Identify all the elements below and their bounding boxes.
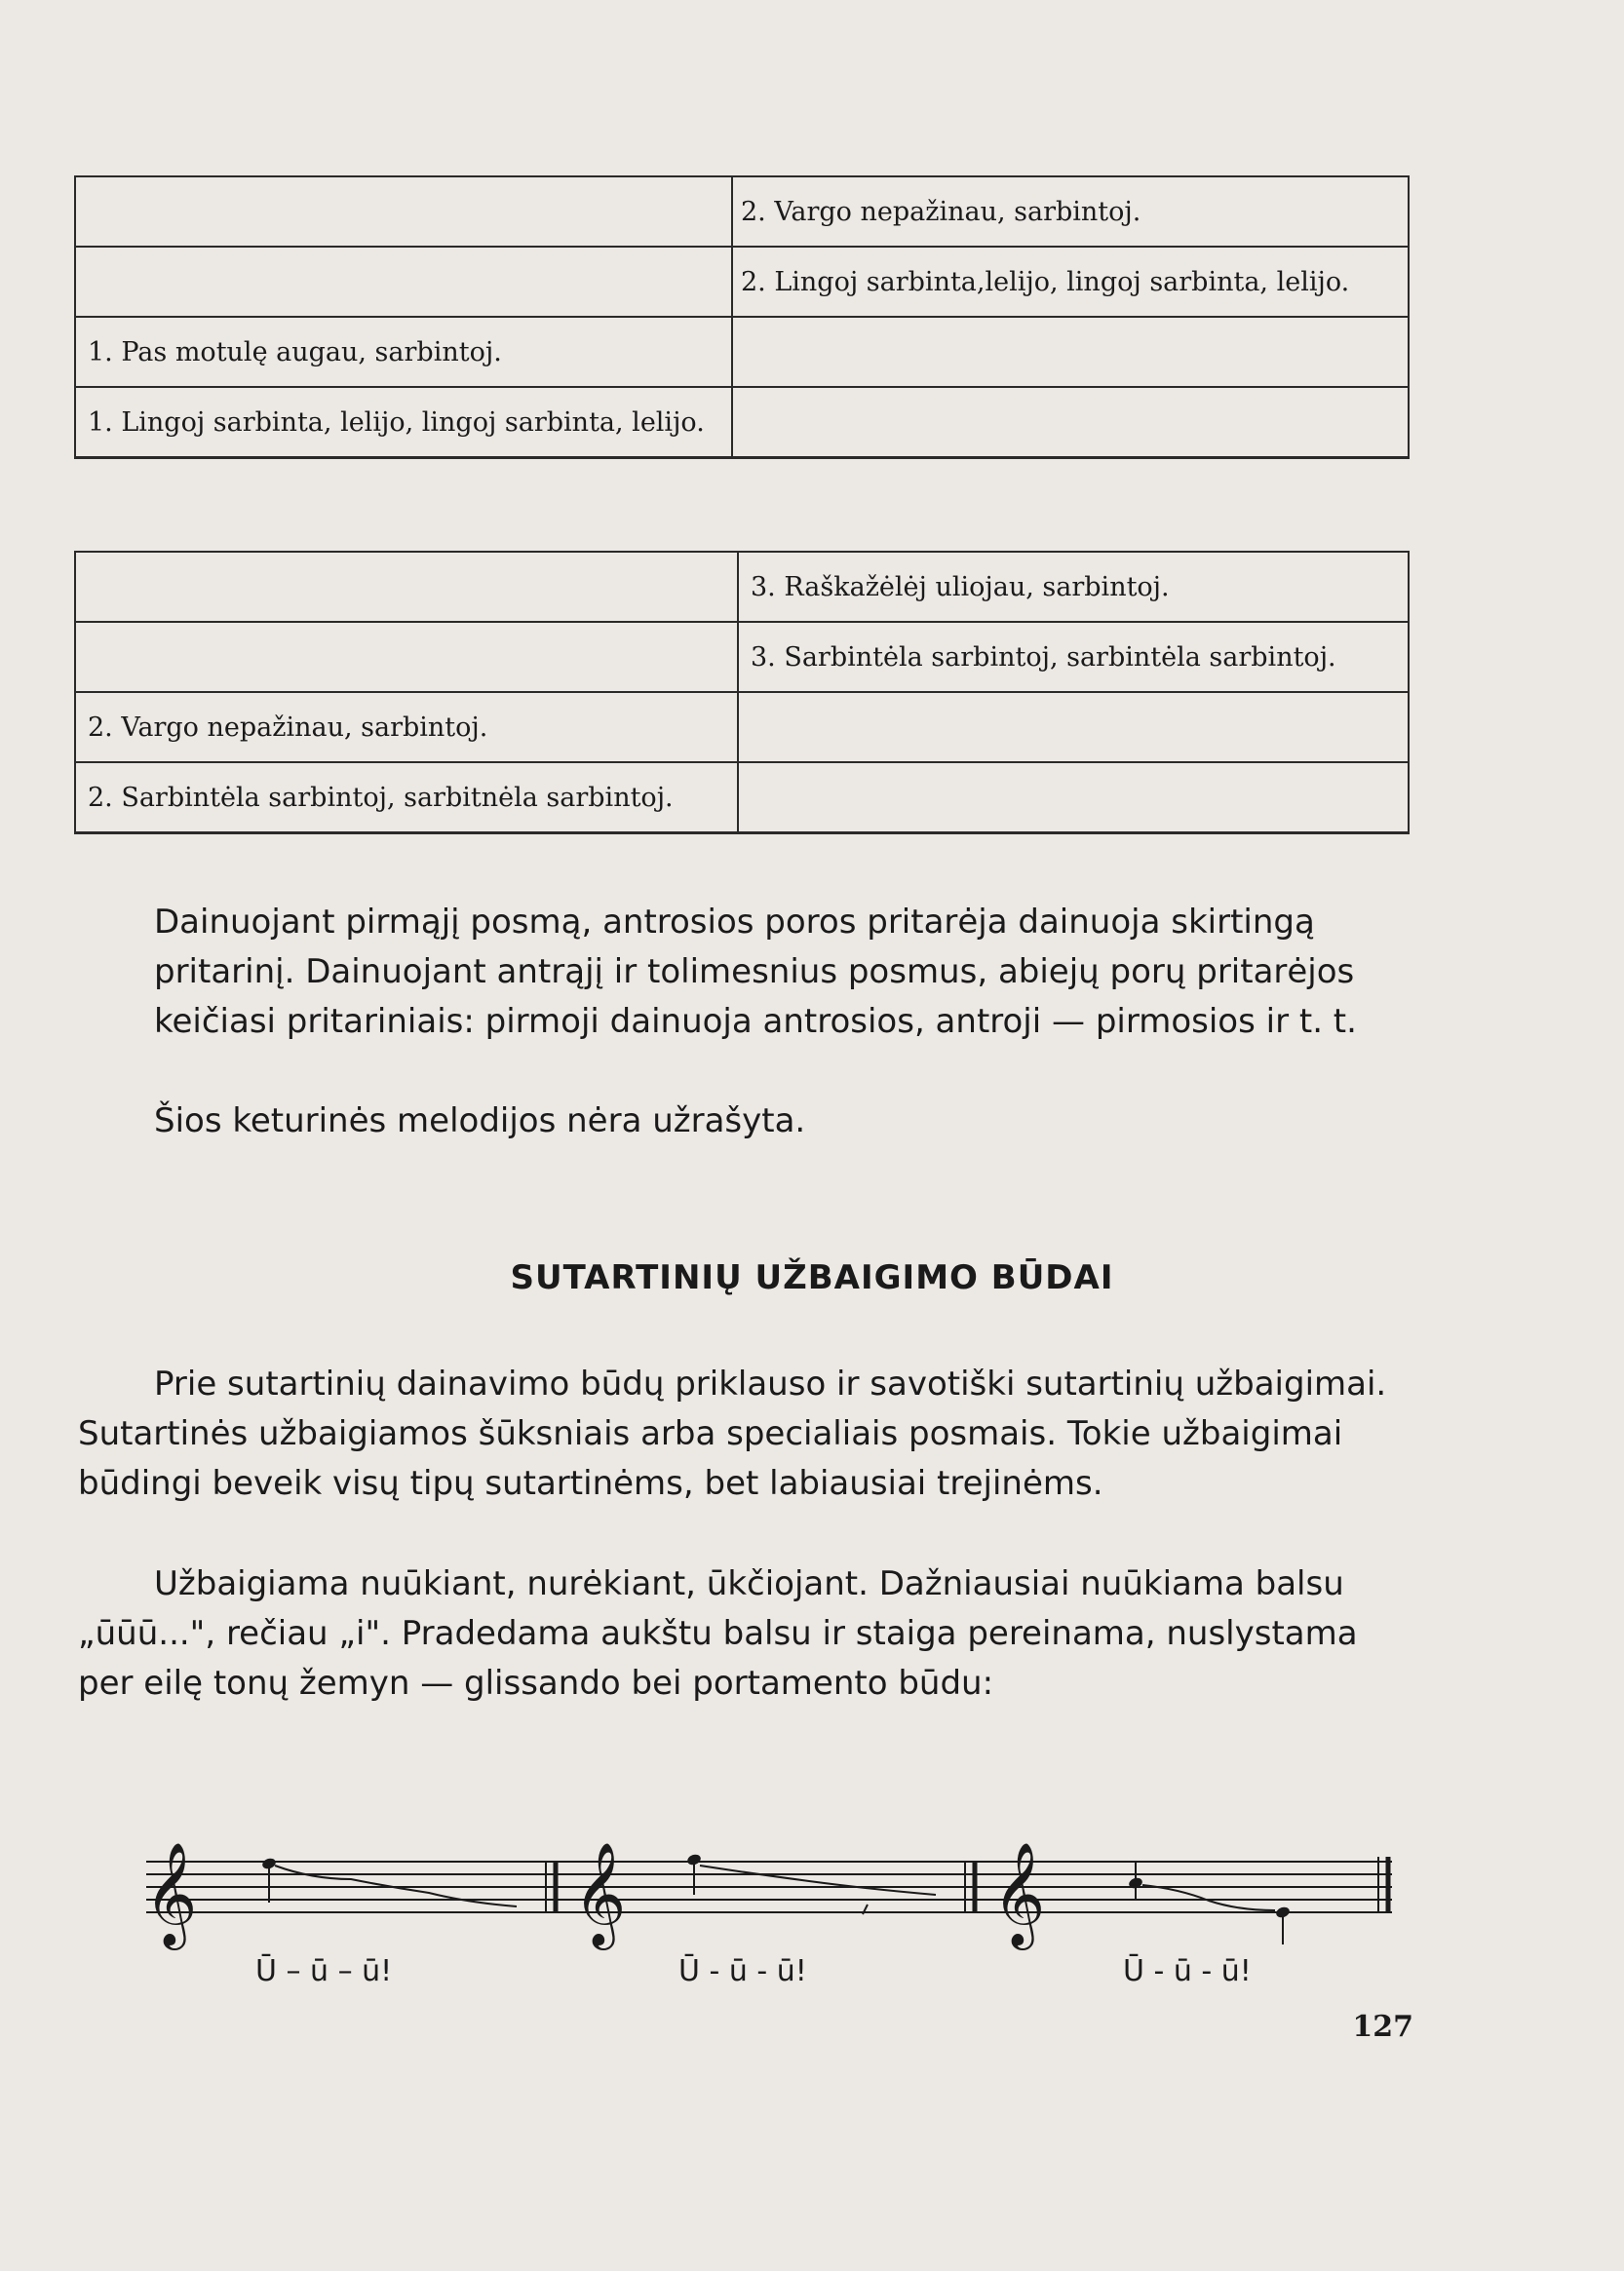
music-syllables: Ū - ū - ū!	[1123, 1954, 1252, 1988]
paragraph: Dainuojant pirmąjį posmą, antrosios poros pritarėja dainuoja skirtingą pritarinį. Dainuojant antrąjį ir tolimesnius posmus, abiejų porų pritarėjos keičiasi pritariniais: pirmoji dainuoja antrosios, antroji — pirmosios ir t. t.	[154, 903, 1357, 1041]
table-row	[74, 246, 1410, 316]
table-cell: 2. Vargo nepažinau, sarbintoj.	[741, 196, 1141, 227]
table-cell: 1. Lingoj sarbinta, lelijo, lingoj sarbinta, lelijo.	[88, 406, 705, 438]
page-number: 127	[1352, 2010, 1413, 2044]
table-row	[74, 621, 1410, 691]
table-cell: 2. Vargo nepažinau, sarbintoj.	[88, 712, 488, 743]
table-row	[74, 386, 1410, 459]
table-row	[74, 175, 1410, 246]
svg-text:𝄞: 𝄞	[144, 1841, 198, 1945]
table-row	[74, 316, 1410, 386]
table-cell: 2. Sarbintėla sarbintoj, sarbitnėla sarbintoj.	[88, 782, 674, 813]
table-cell: 3. Raškažėlėj uliojau, sarbintoj.	[751, 571, 1170, 602]
table-cell: 3. Sarbintėla sarbintoj, sarbintėla sarbintoj.	[751, 641, 1336, 673]
verse-table-2	[74, 551, 1410, 834]
paragraph: Prie sutartinių dainavimo būdų priklauso ir savotiški sutartinių užbaigimai. Sutartinės užbaigiamos šūksniais arba specialiais posmais. Tokie užbaigimai būdingi beveik visų tipų sutartinėms, bet labiausiai trejinėms.	[78, 1365, 1387, 1503]
paragraph: Užbaigiama nuūkiant, nurėkiant, ūkčiojant. Dažniausiai nuūkiama balsu „ūūū...", rečiau „i". Pradedama aukštu balsu ir staiga pereinama, nuslystama per eilę tonų žemyn — glissando bei portamento būdu:	[78, 1564, 1358, 1703]
music-syllables: Ū - ū - ū!	[678, 1954, 807, 1988]
svg-text:𝄞: 𝄞	[992, 1841, 1046, 1945]
svg-text:𝄞: 𝄞	[573, 1841, 627, 1945]
music-syllables: Ū – ū – ū!	[255, 1954, 393, 1988]
treble-clef-icon	[144, 1841, 1045, 1950]
table-cell: 1. Pas motulę augau, sarbintoj.	[88, 336, 502, 367]
section-heading: SUTARTINIŲ UŽBAIGIMO BŪDAI	[510, 1258, 1114, 1297]
paragraph: Šios keturinės melodijos nėra užrašyta.	[154, 1101, 806, 1140]
verse-table-1	[74, 175, 1410, 459]
table-row	[74, 551, 1410, 621]
table-cell: 2. Lingoj sarbinta,lelijo, lingoj sarbinta, lelijo.	[741, 266, 1350, 297]
table-row	[74, 761, 1410, 834]
table-row	[74, 691, 1410, 761]
